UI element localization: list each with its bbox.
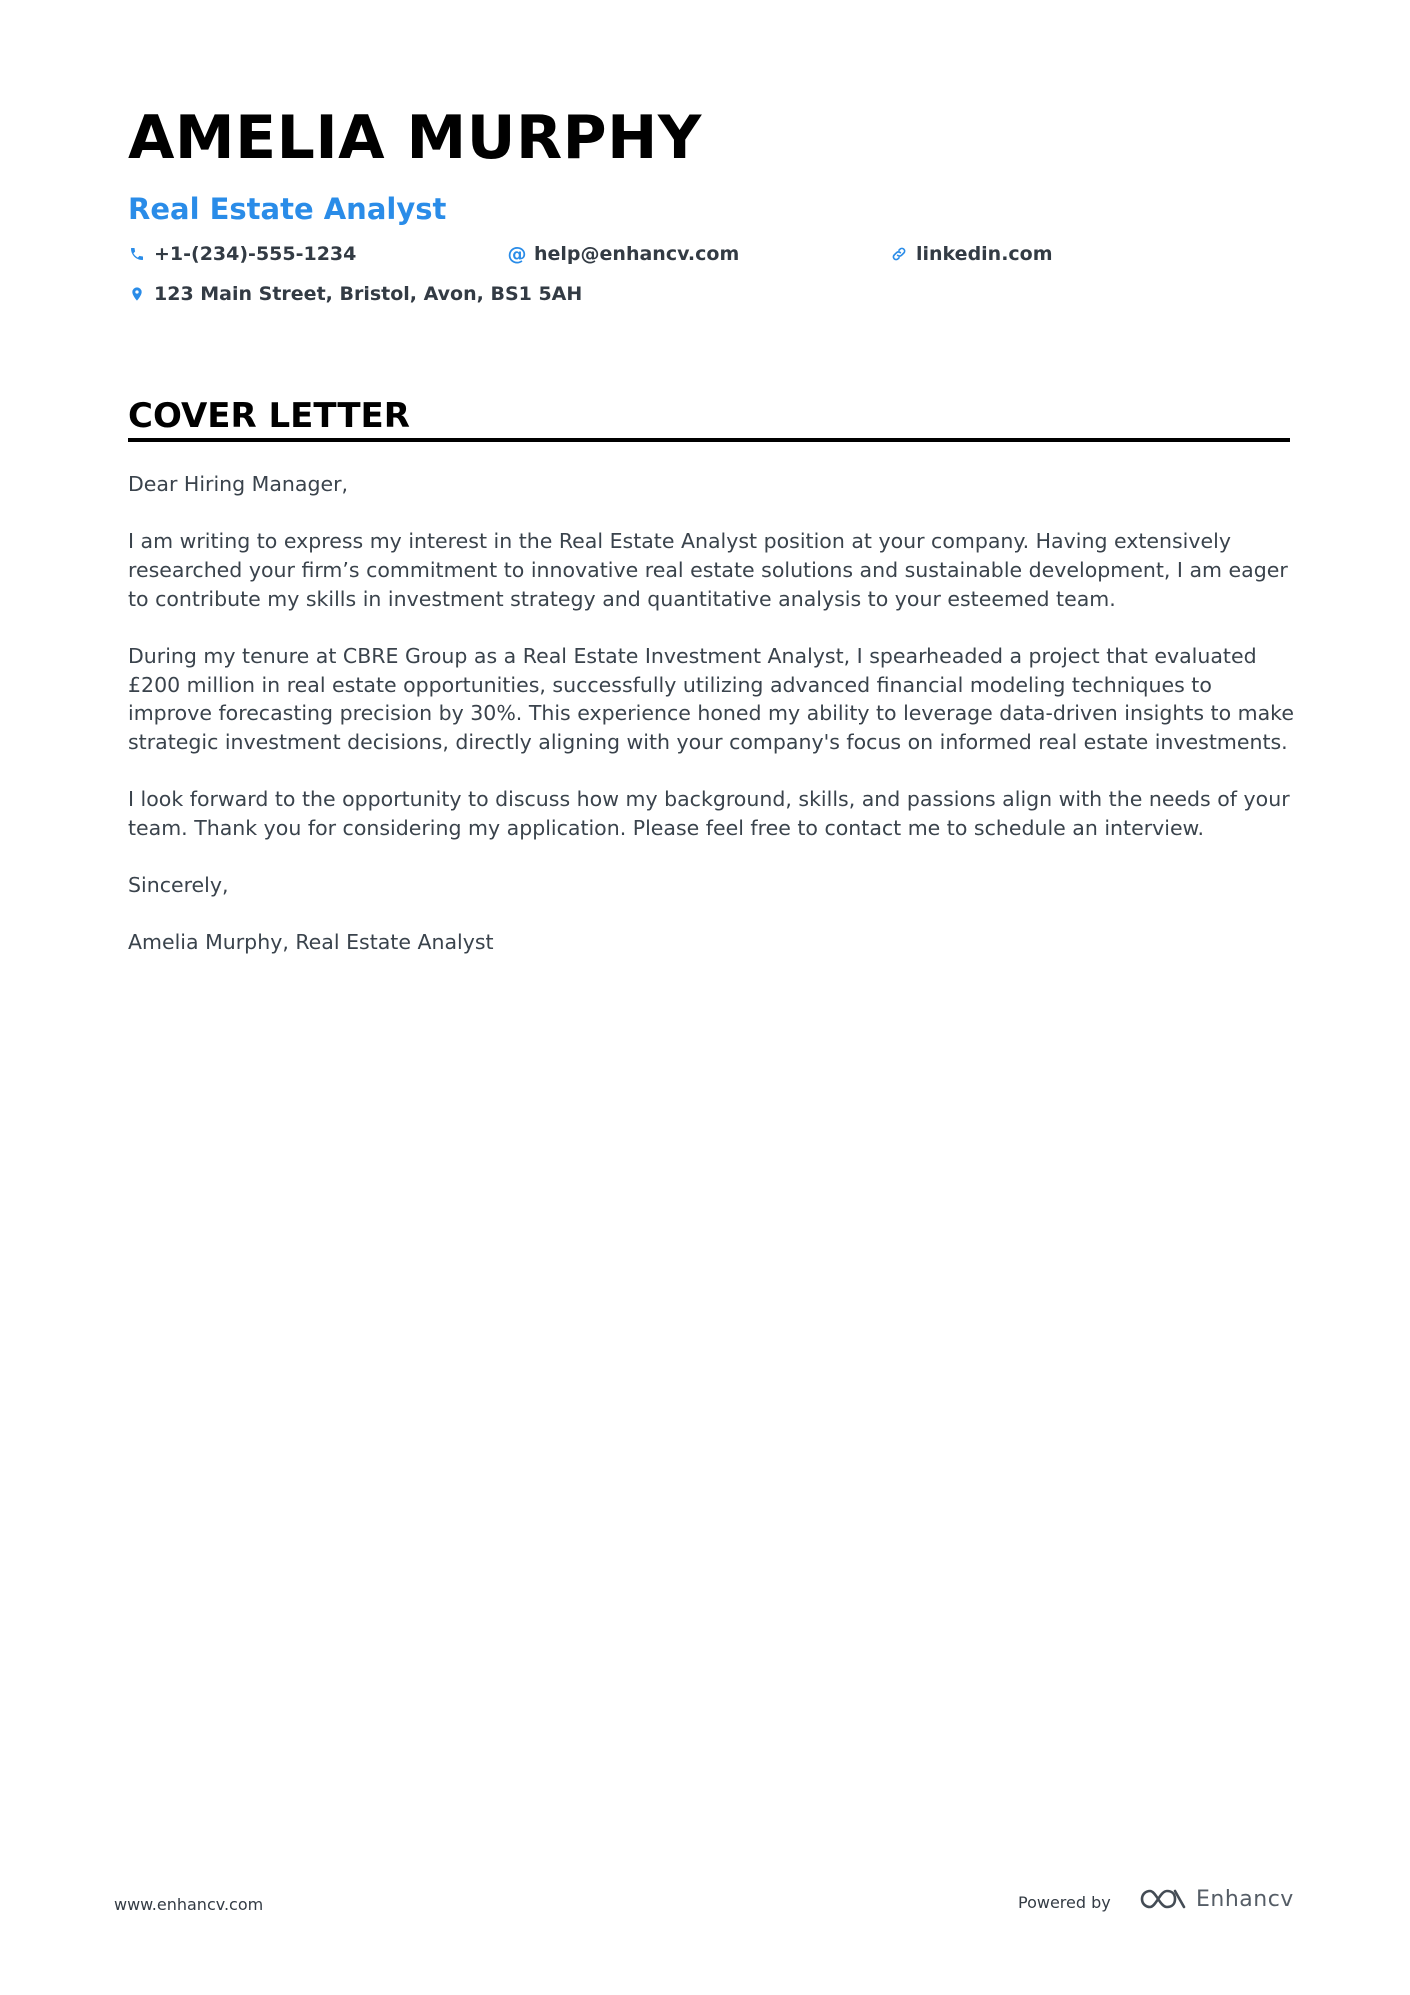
letter-signature: Amelia Murphy, Real Estate Analyst [128,930,494,955]
powered-by-label: Powered by [1018,1893,1111,1912]
contact-email[interactable] [508,243,739,265]
letter-closing: Sincerely, [128,873,229,898]
section-heading: COVER LETTER [128,396,410,436]
applicant-title: Real Estate Analyst [128,192,447,226]
letter-paragraph: During my tenure at CBRE Group as a Real Estate Investment Analyst, I spearheaded a project that evaluated £200 million in real estate opportunities, successfully utilizing advanced financial modeling techniques to improve forecasting precision by 30%. This experience honed my ability to leverage data-driven insights to make strategic investment decisions, directly aligning with your company's focus on informed real estate investments. [128,643,1294,754]
section-divider [128,438,1290,442]
letter-paragraph: I look forward to the opportunity to discuss how my background, skills, and passions align with the needs of your team. Thank you for considering my application. Please feel free to contact me to schedule an interview. [128,787,1290,840]
contact-address [128,283,582,305]
phone-icon [128,245,146,263]
contact-phone [128,243,356,265]
enhancv-logo-icon [1138,1884,1188,1914]
brand-logo[interactable] [1138,1884,1294,1914]
letter-paragraph: I am writing to express my interest in the Real Estate Analyst position at your company. Having extensively researched your firm’s commitment to innovative real estate solutions and sustainable development, I am eager to contribute my skills in investment strategy and quantitative analysis to your esteemed team. [128,529,1288,611]
letter-greeting: Dear Hiring Manager, [128,472,349,496]
applicant-name: AMELIA MURPHY [128,103,702,173]
link-icon [890,245,908,263]
linkedin-text[interactable]: linkedin.com [916,243,1053,265]
contact-linkedin[interactable] [890,243,1053,265]
phone-text: +1-(234)-555-1234 [154,243,357,265]
brand-name: Enhancv [1196,1886,1294,1912]
footer-url[interactable]: www.enhancv.com [114,1895,264,1914]
email-text[interactable]: help@enhancv.com [534,243,740,265]
location-icon [128,285,146,303]
address-text: 123 Main Street, Bristol, Avon, BS1 5AH [154,283,583,305]
at-icon: @ [507,243,527,265]
letter-body [128,470,1298,985]
